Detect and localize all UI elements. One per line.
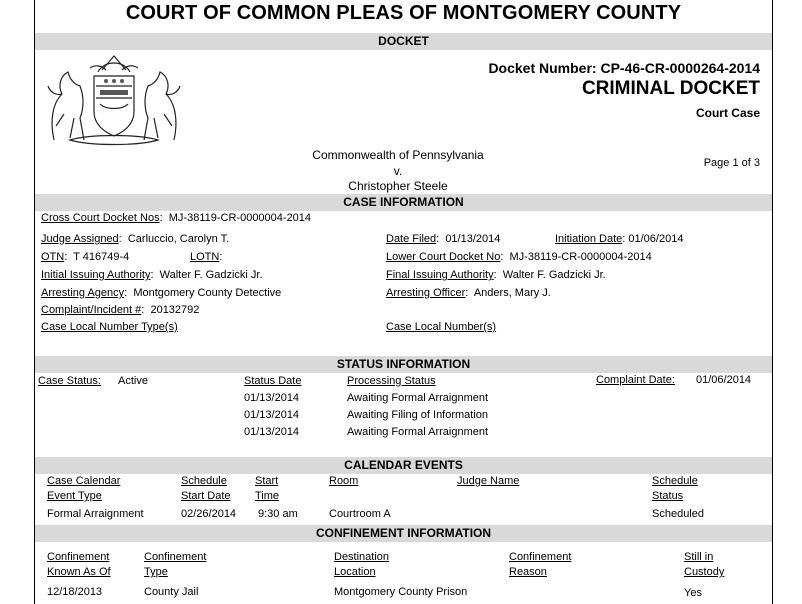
- cross-court-label: Cross Court Docket Nos: [41, 212, 160, 224]
- complaint-row: Complaint/Incident #: 20132792: [41, 304, 200, 316]
- case-status-label: Case Status:: [38, 375, 101, 387]
- calendar-row-event: Formal Arraignment: [47, 508, 144, 520]
- docket-bar: DOCKET: [35, 33, 772, 50]
- docket-type: CRIMINAL DOCKET: [581, 78, 760, 99]
- calendar-start-time-header: Time: [255, 490, 280, 502]
- status-row-date: 01/13/2014: [244, 392, 300, 404]
- date-filed-value: 01/13/2014: [445, 233, 501, 245]
- case-local-type-label: Case Local Number Type(s): [41, 321, 178, 333]
- lotn-row: LOTN:: [190, 251, 223, 263]
- status-date-header: Status Date: [244, 375, 302, 387]
- complaint-date-value: 01/06/2014: [696, 374, 752, 386]
- complaint-date-label: Complaint Date:: [596, 374, 675, 386]
- judge-value: Carluccio, Carolyn T.: [127, 233, 230, 245]
- confinement-type-header: Confinement: [144, 551, 207, 563]
- arresting-officer-row: Arresting Officer: Anders, Mary J.: [386, 287, 551, 299]
- confinement-reason-header: Confinement: [509, 551, 572, 563]
- calendar-start-time-header: Start: [255, 475, 279, 487]
- status-row-status: Awaiting Filing of Information: [347, 409, 489, 421]
- arresting-agency-row: Arresting Agency: Montgomery County Detective: [41, 287, 282, 299]
- calendar-event-header: Event Type: [47, 490, 102, 502]
- otn-row: OTN: T 416749-4: [41, 251, 130, 263]
- final-authority-value: Walter F. Gadzicki Jr.: [502, 269, 606, 281]
- plaintiff-name: Commonwealth of Pennsylvania: [312, 148, 484, 162]
- initiation-value: 01/06/2014: [628, 233, 684, 245]
- confinement-custody-header: Custody: [684, 566, 725, 578]
- complaint-label: Complaint/Incident #: [41, 304, 142, 316]
- calendar-start-date-header: Schedule: [181, 475, 227, 487]
- case-status-value: Active: [118, 375, 148, 387]
- confinement-custody-header: Still in: [684, 551, 714, 563]
- date-filed-label: Date Filed: [386, 233, 437, 245]
- confinement-row-type: County Jail: [144, 586, 199, 598]
- case-local-number-label: Case Local Number(s): [386, 321, 497, 333]
- confinement-row-custody: Yes: [684, 587, 702, 599]
- lower-docket-row: Lower Court Docket No: MJ-38119-CR-0000004-2014: [386, 251, 652, 263]
- pennsylvania-seal-icon: [40, 52, 188, 148]
- processing-status-header: Processing Status: [347, 375, 436, 387]
- calendar-status-header: Status: [652, 490, 684, 502]
- calendar-row-room: Courtroom A: [329, 508, 391, 520]
- status-row-date: 01/13/2014: [244, 426, 300, 438]
- arresting-officer-label: Arresting Officer: [386, 287, 466, 299]
- arresting-agency-value: Montgomery County Detective: [133, 287, 282, 299]
- confinement-known-header: Confinement: [47, 551, 110, 563]
- calendar-row-date: 02/26/2014: [181, 508, 237, 520]
- initial-authority-row: Initial Issuing Authority: Walter F. Gadzicki Jr.: [41, 269, 263, 281]
- calendar-room-header: Room: [329, 475, 359, 487]
- calendar-row-time: 9:30 am: [258, 508, 298, 520]
- confinement-information-bar: CONFINEMENT INFORMATION: [35, 525, 772, 542]
- otn-value: T 416749-4: [73, 251, 130, 263]
- lower-docket-label: Lower Court Docket No: [386, 251, 501, 263]
- confinement-known-header: Known As Of: [47, 566, 111, 578]
- cross-court-value: MJ-38119-CR-0000004-2014: [168, 212, 312, 224]
- calendar-status-header: Schedule: [652, 475, 698, 487]
- status-row-status: Awaiting Formal Arraignment: [347, 426, 489, 438]
- status-row-status: Awaiting Formal Arraignment: [347, 392, 489, 404]
- confinement-reason-header: Reason: [509, 566, 547, 578]
- final-authority-row: Final Issuing Authority: Walter F. Gadzicki Jr.: [386, 269, 606, 281]
- case-information-bar: CASE INFORMATION: [35, 194, 772, 211]
- docket-number: Docket Number: CP-46-CR-0000264-2014: [488, 60, 760, 76]
- calendar-event-header: Case Calendar: [47, 475, 121, 487]
- status-row-date: 01/13/2014: [244, 409, 300, 421]
- calendar-events-bar: CALENDAR EVENTS: [35, 457, 772, 474]
- calendar-row-status: Scheduled: [652, 508, 704, 520]
- initiation-label: Initiation Date: [555, 233, 623, 245]
- complaint-value: 20132792: [150, 304, 200, 316]
- arresting-officer-value: Anders, Mary J.: [473, 287, 551, 299]
- calendar-judge-header: Judge Name: [457, 475, 520, 487]
- judge-row: Judge Assigned: Carluccio, Carolyn T.: [41, 233, 230, 245]
- initiation-row: Initiation Date: 01/06/2014: [555, 233, 684, 245]
- status-information-bar: STATUS INFORMATION: [35, 356, 772, 373]
- confinement-row-location: Montgomery County Prison: [334, 586, 468, 598]
- initial-authority-value: Walter F. Gadzicki Jr.: [159, 269, 263, 281]
- case-kind: Court Case: [695, 106, 760, 120]
- defendant-name: Christopher Steele: [348, 179, 448, 193]
- final-authority-label: Final Issuing Authority: [386, 269, 494, 281]
- versus-text: v.: [393, 164, 403, 178]
- confinement-destination-header: Location: [334, 566, 376, 578]
- arresting-agency-label: Arresting Agency: [41, 287, 125, 299]
- confinement-row-known: 12/18/2013: [47, 586, 103, 598]
- otn-label: OTN: [41, 251, 65, 263]
- lotn-label: LOTN: [190, 251, 220, 263]
- confinement-destination-header: Destination: [334, 551, 390, 563]
- date-filed-row: Date Filed: 01/13/2014: [386, 233, 501, 245]
- court-title: COURT OF COMMON PLEAS OF MONTGOMERY COUNTY: [125, 2, 682, 24]
- confinement-type-header: Type: [144, 566, 168, 578]
- page-indicator: Page 1 of 3: [703, 157, 760, 169]
- judge-label: Judge Assigned: [41, 233, 119, 245]
- lower-docket-value: MJ-38119-CR-0000004-2014: [509, 251, 652, 263]
- calendar-start-date-header: Start Date: [181, 490, 231, 502]
- cross-court-row: Cross Court Docket Nos: MJ-38119-CR-0000004-2014: [41, 212, 312, 224]
- initial-authority-label: Initial Issuing Authority: [41, 269, 151, 281]
